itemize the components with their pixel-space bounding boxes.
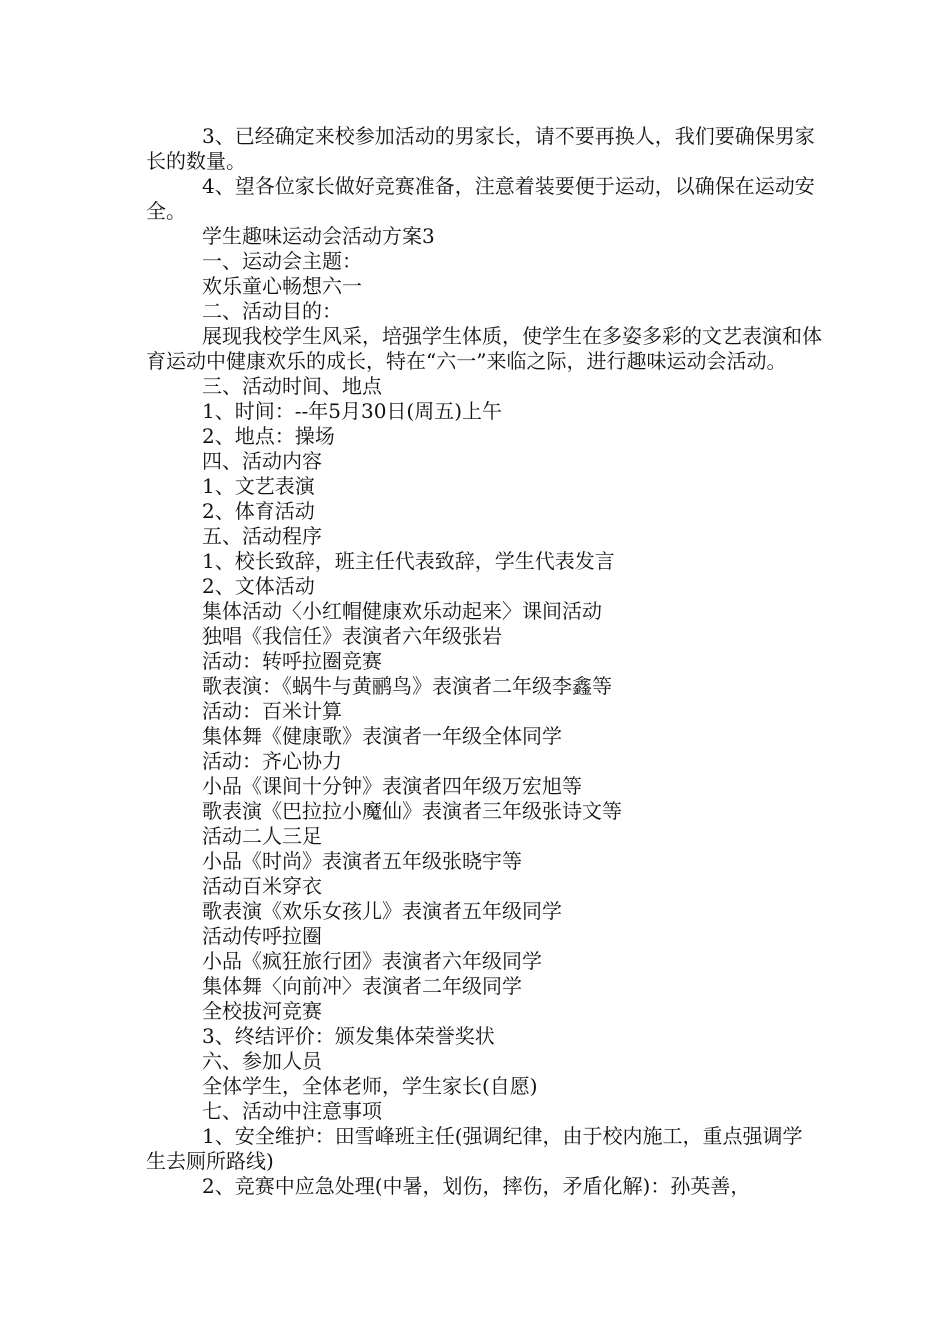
program-item: 独唱《我信任》表演者六年级张岩 <box>202 624 502 648</box>
list-item: 1、文艺表演 <box>202 474 315 498</box>
paragraph: 3、已经确定来校参加活动的男家长，请不要再换人，我们要确保男家长的数量。 <box>146 124 815 173</box>
program-item: 小品《疯狂旅行团》表演者六年级同学 <box>202 949 542 973</box>
document-body <box>146 124 822 1199</box>
paragraph: 欢乐童心畅想六一 <box>202 274 362 298</box>
list-item: 1、时间：--年5月30日(周五)上午 <box>202 399 503 423</box>
program-item: 小品《课间十分钟》表演者四年级万宏旭等 <box>202 774 582 798</box>
program-item: 全校拔河竞赛 <box>202 999 322 1023</box>
list-item: 2、竞赛中应急处理(中暑，划伤，摔伤，矛盾化解)：孙英善， <box>202 1174 751 1198</box>
list-item: 2、地点：操场 <box>202 424 335 448</box>
program-item: 集体活动〈小红帽健康欢乐动起来〉课间活动 <box>202 599 602 623</box>
section-heading: 二、活动目的： <box>202 299 342 323</box>
program-item: 活动百米穿衣 <box>202 874 322 898</box>
section-heading: 五、活动程序 <box>202 524 322 548</box>
paragraph: 展现我校学生风采，培强学生体质，使学生在多姿多彩的文艺表演和体育运动中健康欢乐的成长，特在“六一”来临之际，进行趣味运动会活动。 <box>146 324 822 373</box>
program-item: 集体舞《健康歌》表演者一年级全体同学 <box>202 724 562 748</box>
program-item: 小品《时尚》表演者五年级张晓宇等 <box>202 849 522 873</box>
list-item: 2、文体活动 <box>202 574 315 598</box>
section-heading: 一、运动会主题： <box>202 249 362 273</box>
program-item: 活动：百米计算 <box>202 699 342 723</box>
program-item: 活动：转呼拉圈竞赛 <box>202 649 382 673</box>
program-item: 歌表演《欢乐女孩儿》表演者五年级同学 <box>202 899 562 923</box>
section-heading: 三、活动时间、地点 <box>202 374 382 398</box>
program-item: 活动：齐心协力 <box>202 749 342 773</box>
list-item: 3、终结评价：颁发集体荣誉奖状 <box>202 1024 495 1048</box>
program-item: 集体舞〈向前冲〉表演者二年级同学 <box>202 974 522 998</box>
program-item: 歌表演《巴拉拉小魔仙》表演者三年级张诗文等 <box>202 799 622 823</box>
paragraph: 4、望各位家长做好竞赛准备，注意着装要便于运动，以确保在运动安全。 <box>146 174 815 223</box>
section-heading: 七、活动中注意事项 <box>202 1099 382 1123</box>
program-item: 歌表演：《蜗牛与黄鹂鸟》表演者二年级李鑫等 <box>202 674 612 698</box>
section-heading: 六、参加人员 <box>202 1049 322 1073</box>
section-title: 学生趣味运动会活动方案3 <box>202 224 435 248</box>
list-item: 1、安全维护：田雪峰班主任(强调纪律，由于校内施工，重点强调学生去厕所路线) <box>146 1124 803 1173</box>
section-heading: 四、活动内容 <box>202 449 322 473</box>
program-item: 活动传呼拉圈 <box>202 924 322 948</box>
program-item: 活动二人三足 <box>202 824 322 848</box>
list-item: 1、校长致辞，班主任代表致辞，学生代表发言 <box>202 549 615 573</box>
paragraph: 全体学生，全体老师，学生家长(自愿) <box>202 1074 538 1098</box>
list-item: 2、体育活动 <box>202 499 315 523</box>
